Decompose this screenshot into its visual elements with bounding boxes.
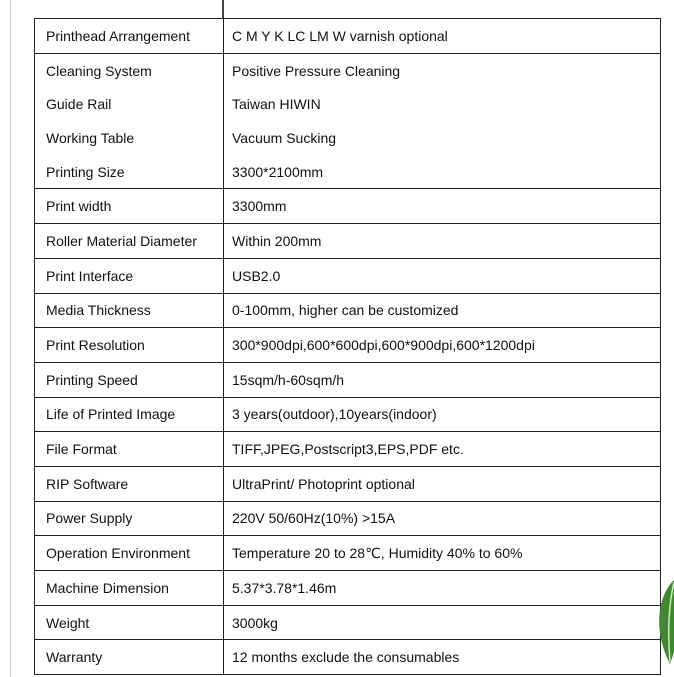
spec-value: Taiwan HIWIN bbox=[224, 87, 661, 121]
spec-label: Operation Environment bbox=[35, 536, 224, 571]
leaf-icon bbox=[646, 578, 674, 666]
spec-label: Printing Speed bbox=[35, 362, 224, 397]
spec-label: Machine Dimension bbox=[35, 571, 224, 606]
spec-value: 3 years(outdoor),10years(indoor) bbox=[224, 397, 661, 432]
spec-row bbox=[35, 466, 661, 501]
spec-row bbox=[35, 19, 661, 54]
spec-label: Printing Size bbox=[35, 155, 224, 189]
spec-value: 220V 50/60Hz(10%) >15A bbox=[224, 501, 661, 536]
spec-label: Print Resolution bbox=[35, 328, 224, 363]
spec-label: Print width bbox=[35, 189, 224, 224]
table-top-divider-stub bbox=[222, 0, 224, 18]
spec-value: USB2.0 bbox=[224, 258, 661, 293]
spec-row bbox=[35, 640, 661, 675]
spec-row bbox=[35, 189, 661, 224]
spec-row bbox=[35, 293, 661, 328]
spec-value: Within 200mm bbox=[224, 224, 661, 259]
page-edge-line bbox=[10, 0, 11, 677]
spec-row bbox=[35, 605, 661, 640]
specifications-table-body bbox=[35, 19, 661, 675]
spec-row bbox=[35, 328, 661, 363]
spec-value: 12 months exclude the consumables bbox=[224, 640, 661, 675]
spec-row bbox=[35, 536, 661, 571]
spec-row bbox=[35, 53, 661, 87]
spec-label: Cleaning System bbox=[35, 53, 224, 87]
spec-label: Power Supply bbox=[35, 501, 224, 536]
spec-label: Roller Material Diameter bbox=[35, 224, 224, 259]
spec-label: Life of Printed Image bbox=[35, 397, 224, 432]
spec-row bbox=[35, 155, 661, 189]
spec-value: 5.37*3.78*1.46m bbox=[224, 571, 661, 606]
spec-value: 3300*2100mm bbox=[224, 155, 661, 189]
spec-value: 300*900dpi,600*600dpi,600*900dpi,600*1200dpi bbox=[224, 328, 661, 363]
spec-row bbox=[35, 121, 661, 155]
spec-row bbox=[35, 258, 661, 293]
spec-label: File Format bbox=[35, 432, 224, 467]
spec-value: Positive Pressure Cleaning bbox=[224, 53, 661, 87]
spec-value: 15sqm/h-60sqm/h bbox=[224, 362, 661, 397]
spec-value: Vacuum Sucking bbox=[224, 121, 661, 155]
spec-value: C M Y K LC LM W varnish optional bbox=[224, 19, 661, 54]
spec-row bbox=[35, 87, 661, 121]
spec-row bbox=[35, 432, 661, 467]
spec-row bbox=[35, 397, 661, 432]
spec-value: UltraPrint/ Photoprint optional bbox=[224, 466, 661, 501]
spec-label: Print Interface bbox=[35, 258, 224, 293]
spec-label: Warranty bbox=[35, 640, 224, 675]
spec-label: Working Table bbox=[35, 121, 224, 155]
spec-value: 0-100mm, higher can be customized bbox=[224, 293, 661, 328]
spec-row bbox=[35, 362, 661, 397]
spec-row bbox=[35, 224, 661, 259]
spec-value: 3000kg bbox=[224, 605, 661, 640]
spec-label: Printhead Arrangement bbox=[35, 19, 224, 54]
specifications-table bbox=[34, 18, 661, 675]
spec-value: TIFF,JPEG,Postscript3,EPS,PDF etc. bbox=[224, 432, 661, 467]
spec-label: Guide Rail bbox=[35, 87, 224, 121]
spec-label: Weight bbox=[35, 605, 224, 640]
spec-label: Media Thickness bbox=[35, 293, 224, 328]
spec-label: RIP Software bbox=[35, 466, 224, 501]
spec-value: Temperature 20 to 28℃, Humidity 40% to 60% bbox=[224, 536, 661, 571]
spec-value: 3300mm bbox=[224, 189, 661, 224]
spec-row bbox=[35, 501, 661, 536]
spec-row bbox=[35, 571, 661, 606]
